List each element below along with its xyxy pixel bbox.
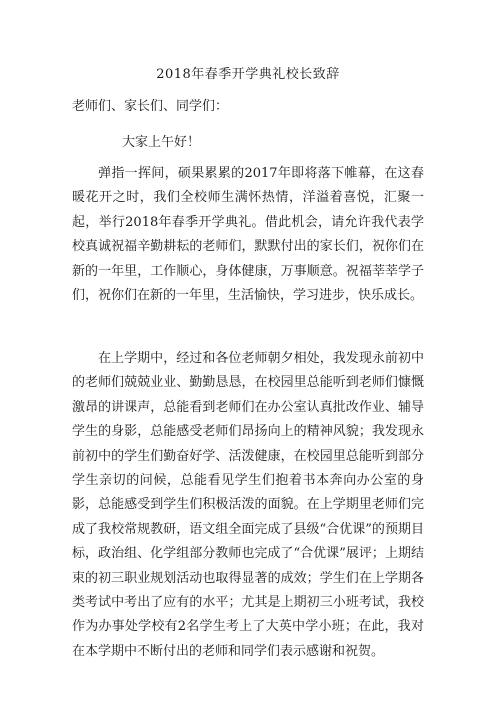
paragraph-review: 在上学期中，经过和各位老师朝夕相处，我发现永前初中的老师们兢兢业业、勤勤恳恳，在校园里总能听到老师们慷慨激昂的讲课声，总能看到老师们在办公室认真批改作业、辅导学生的身影，总能感受老师们昂扬向上的精神风貌；我发现永前初中的学生们勤奋好学、活泼健康，在校园里总能听到部分学生亲切的问候，总能看见学生们抱着书本奔向办公室的身影，总能感受到学生们积极活泼的面貌。在上学期里老师们完成了我校常规教研，语文组全面完成了县级“合优课”的预期目标，政治组、化学组部分教师也完成了“合优课”展评；上期结束的初三职业规划活动也取得显著的成效；学生们在上学期各类考试中考出了应有的水平；尤其是上期初三小班考试，我校作为办事处学校有2名学生考上了大英中学小班；在此，我对在本学期中不断付出的老师和同学们表示感谢和祝贺。 bbox=[72, 351, 424, 659]
document-title: 2018年春季开学典礼校长致辞 bbox=[156, 67, 340, 82]
paragraph-opening: 弹指一挥间，硕果累累的2017年即将落下帷幕，在这春暖花开之时，我们全校师生满怀热情，洋溢着喜悦，汇聚一起，举行2018年春季开学典礼。借此机会，请允许我代表学校真诚祝福辛勤耕耘的老师们，默默付出的家长们，祝你们在新的一年里，工作顺心，身体健康，万事顺意。祝福莘莘学子们，祝你们在新的一年里，生活愉快，学习进步，快乐成长。 bbox=[72, 166, 424, 304]
salutation: 老师们、家长们、同学们： bbox=[72, 99, 229, 114]
greeting: 大家上午好！ bbox=[122, 135, 201, 150]
